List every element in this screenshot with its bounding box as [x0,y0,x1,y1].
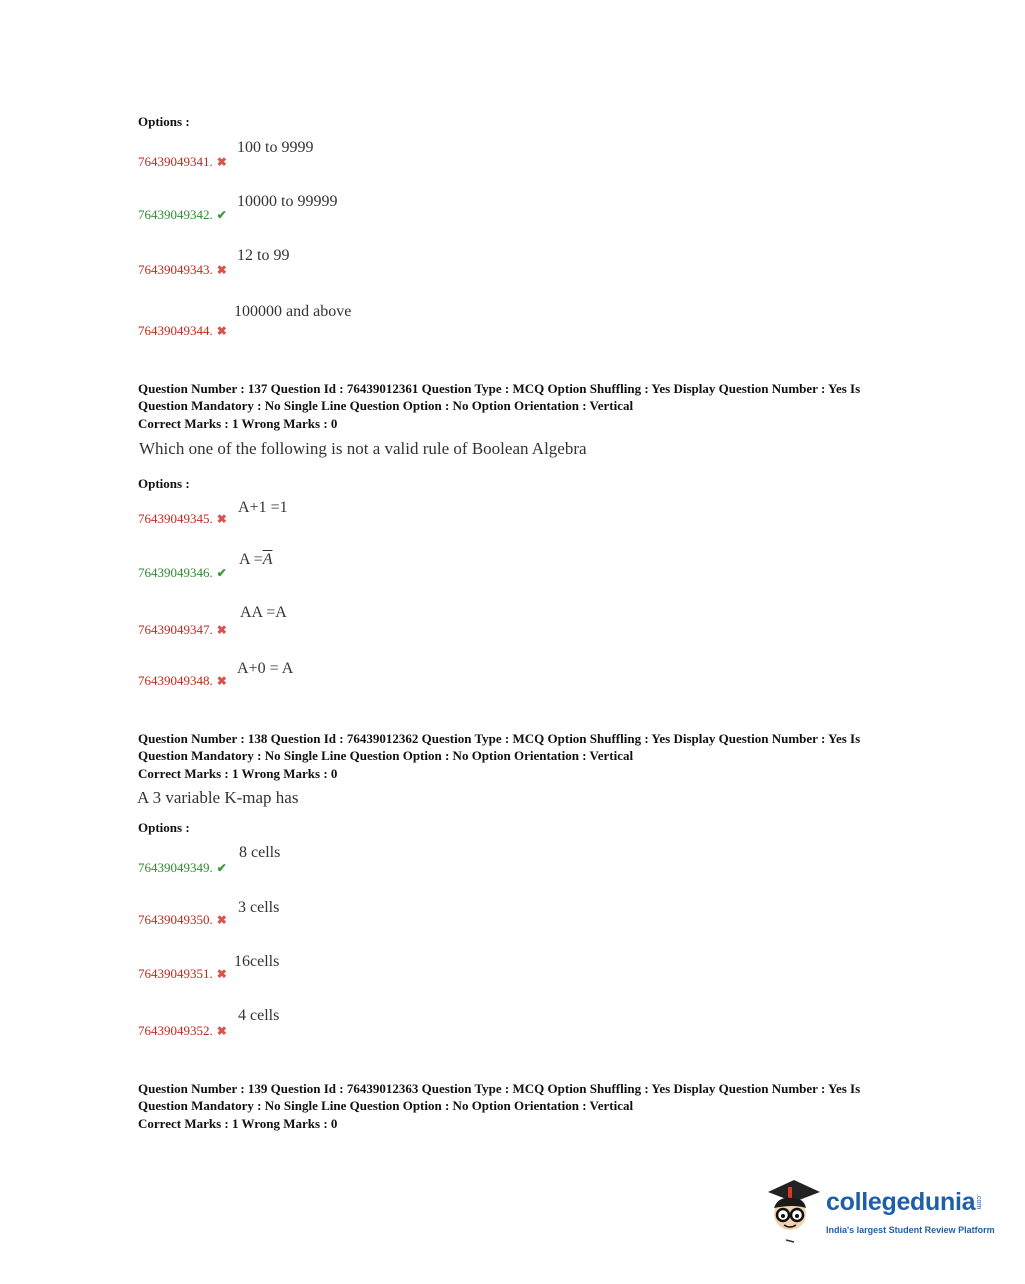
option-text: A+1 =1 [238,499,288,516]
option-text: AA =A [240,604,287,621]
overbar-variable: $\overline{A}$ [262,551,273,568]
question-meta-139 [138,1081,898,1133]
option-text: 3 cells [238,899,280,916]
meta-line: Question Number : 139 Question Id : 76439012363 Question Type : MCQ Option Shuffling : Yes Display Question Number : Yes Is [138,1081,861,1096]
option-row [138,154,227,170]
option-row [138,511,227,527]
option-id: 76439049341. [138,154,213,169]
meta-line: Question Mandatory : No Single Line Question Option : No Option Orientation : Vertical [138,397,634,413]
option-row [138,912,227,928]
option-id: 76439049346. [138,565,213,580]
meta-line: Question Mandatory : No Single Line Question Option : No Option Orientation : Vertical [138,747,634,763]
check-mark-icon: ✔ [216,208,227,222]
option-text: 100 to 9999 [237,139,314,156]
wrong-mark-icon: ✖ [216,967,227,981]
option-id: 76439049352. [138,1023,213,1038]
option-text: 4 cells [238,1007,280,1024]
option-text: 16cells [234,953,280,970]
question-meta-137 [138,381,898,433]
option-id: 76439049349. [138,860,213,875]
wrong-mark-icon: ✖ [216,674,227,688]
check-mark-icon: ✔ [216,861,227,875]
wrong-mark-icon: ✖ [216,1024,227,1038]
question-text: A 3 variable K-map has [137,788,299,807]
wrong-mark-icon: ✖ [216,324,227,338]
options-label: Options : [138,820,190,835]
option-text: 10000 to 99999 [237,193,338,210]
marks-line: Correct Marks : 1 Wrong Marks : 0 [138,416,338,431]
brand-name: collegedunia [826,1188,976,1216]
meta-line: Question Number : 137 Question Id : 76439012361 Question Type : MCQ Option Shuffling : Yes Display Question Number : Yes Is [138,381,861,396]
option-id: 76439049350. [138,912,213,927]
wrong-mark-icon: ✖ [216,623,227,637]
wrong-mark-icon: ✖ [216,512,227,526]
option-row [138,966,227,982]
brand-suffix: .com [975,1194,982,1210]
brand-tagline: India's largest Student Review Platform [826,1225,995,1235]
option-text [239,551,272,569]
question-meta-138 [138,731,898,783]
option-row [138,565,227,581]
option-id: 76439049345. [138,511,213,526]
option-text: 100000 and above [234,303,352,320]
meta-line: Question Mandatory : No Single Line Question Option : No Option Orientation : Vertical [138,1097,634,1113]
check-mark-icon: ✔ [216,566,227,580]
option-text: A+0 = A [237,660,294,677]
option-row [138,673,227,689]
wrong-mark-icon: ✖ [216,913,227,927]
question-text: Which one of the following is not a valid rule of Boolean Algebra [139,439,587,458]
option-row [138,1023,227,1039]
option-row [138,262,227,278]
meta-line: Question Number : 138 Question Id : 76439012362 Question Type : MCQ Option Shuffling : Yes Display Question Number : Yes Is [138,731,861,746]
option-id: 76439049348. [138,673,213,688]
option-id: 76439049342. [138,207,213,222]
option-text: 12 to 99 [237,247,290,264]
option-id: 76439049351. [138,966,213,981]
option-row [138,323,227,339]
option-id: 76439049343. [138,262,213,277]
option-row [138,207,227,223]
graduate-mascot-icon [764,1178,822,1244]
option-row [138,622,227,638]
option-text: 8 cells [239,844,281,861]
marks-line: Correct Marks : 1 Wrong Marks : 0 [138,1116,338,1131]
wrong-mark-icon: ✖ [216,263,227,277]
options-label: Options : [138,476,190,491]
option-row [138,860,227,876]
collegedunia-logo [764,1178,994,1244]
marks-line: Correct Marks : 1 Wrong Marks : 0 [138,766,338,781]
option-id: 76439049344. [138,323,213,338]
wrong-mark-icon: ✖ [216,155,227,169]
option-id: 76439049347. [138,622,213,637]
options-label: Options : [138,114,190,129]
option-text-prefix: A = [239,551,263,568]
